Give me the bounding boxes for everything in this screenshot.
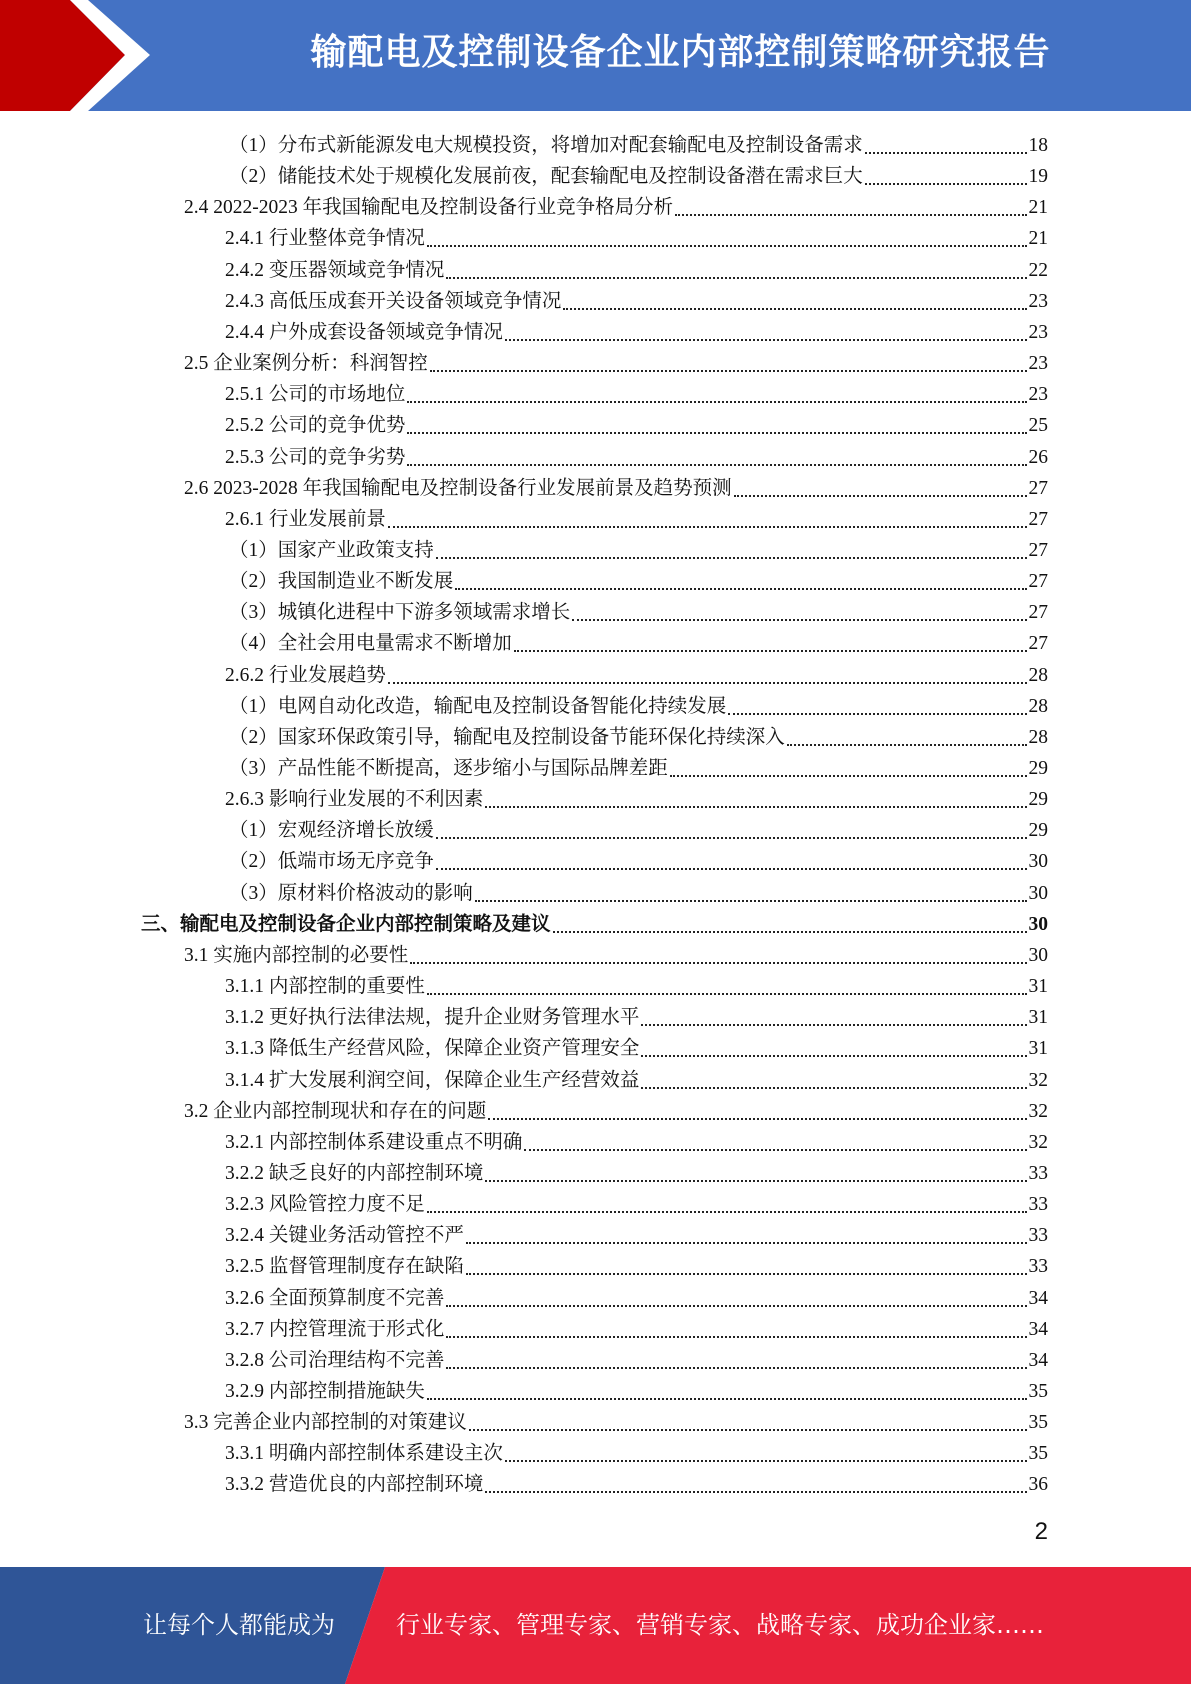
toc-entry-label: （1）分布式新能源发电大规模投资，将增加对配套输配电及控制设备需求	[229, 135, 863, 156]
toc-dot-leader	[675, 213, 1026, 216]
toc-dot-leader	[865, 182, 1027, 185]
toc-entry-page: 26	[1028, 446, 1048, 468]
toc-dot-leader	[410, 961, 1026, 964]
toc-entry[interactable]	[184, 937, 1048, 968]
toc-entry[interactable]	[229, 563, 1048, 594]
toc-dot-leader	[524, 1148, 1026, 1151]
page-header	[0, 0, 1191, 111]
toc-entry-page: 34	[1028, 1318, 1048, 1340]
toc-entry[interactable]	[225, 1124, 1048, 1155]
toc-entry-page: 29	[1028, 789, 1048, 811]
toc-entry-label: 2.5.2 公司的竞争优势	[225, 415, 406, 437]
toc-dot-leader	[641, 1054, 1026, 1057]
toc-entry-label: 3.2.9 内部控制措施缺失	[225, 1381, 425, 1402]
toc-entry-page: 34	[1028, 1349, 1048, 1371]
toc-entry[interactable]	[229, 750, 1048, 781]
toc-dot-leader	[475, 899, 1027, 902]
toc-entry-label: （1）电网自动化改造，输配电及控制设备智能化持续发展	[229, 695, 727, 717]
toc-entry-label: 3.3.1 明确内部控制体系建设主次	[225, 1443, 503, 1465]
toc-entry[interactable]	[225, 999, 1048, 1030]
toc-dot-leader	[466, 1272, 1027, 1275]
toc-dot-leader	[787, 743, 1027, 746]
toc-entry-page: 35	[1028, 1381, 1048, 1402]
toc-entry[interactable]	[225, 1280, 1048, 1311]
toc-entry-page: 29	[1028, 820, 1048, 842]
toc-dot-leader	[505, 1459, 1027, 1462]
toc-dot-leader	[455, 587, 1026, 590]
toc-entry[interactable]	[229, 594, 1048, 625]
toc-dot-leader	[641, 1023, 1026, 1026]
toc-dot-leader	[485, 1179, 1026, 1182]
toc-entry-label: 3.1.1 内部控制的重要性	[225, 976, 425, 998]
toc-entry-page: 30	[1028, 851, 1048, 873]
toc-entry[interactable]	[225, 1186, 1048, 1217]
header-chevron-decoration	[0, 0, 160, 111]
toc-entry[interactable]	[229, 158, 1048, 189]
toc-entry[interactable]	[225, 781, 1048, 812]
toc-entry-page: 30	[1028, 882, 1048, 904]
toc-dot-leader	[734, 494, 1027, 497]
toc-dot-leader	[388, 681, 1027, 684]
toc-entry[interactable]	[141, 906, 1048, 937]
footer-slogan-left: 让每个人都能成为	[143, 1611, 335, 1639]
toc-entry[interactable]	[184, 189, 1048, 220]
toc-entry-label: 3.2.4 关键业务活动管控不严	[225, 1225, 464, 1247]
toc-entry-page: 27	[1028, 508, 1048, 530]
toc-entry-page: 28	[1028, 726, 1048, 748]
toc-entry[interactable]	[229, 719, 1048, 750]
toc-entry-page: 30	[1028, 944, 1048, 966]
toc-entry-page: 31	[1028, 1007, 1048, 1029]
toc-entry[interactable]	[225, 376, 1048, 407]
toc-dot-leader	[427, 1397, 1027, 1400]
toc-dot-leader	[436, 836, 1027, 839]
toc-entry-label: 3.2 企业内部控制现状和存在的问题	[184, 1100, 487, 1122]
toc-dot-leader	[407, 431, 1026, 434]
toc-dot-leader	[446, 276, 1026, 279]
toc-dot-leader	[488, 1117, 1026, 1120]
toc-entry-page: 27	[1028, 633, 1048, 655]
toc-entry-label: （2）低端市场无序竞争	[229, 851, 434, 873]
toc-entry-label: 2.4 2022-2023 年我国输配电及控制设备行业竞争格局分析	[184, 197, 674, 219]
toc-entry-page: 22	[1028, 259, 1048, 281]
toc-entry-page: 33	[1028, 1194, 1048, 1216]
toc-entry-page: 29	[1028, 758, 1048, 779]
toc-entry[interactable]	[229, 688, 1048, 719]
toc-entry-page: 19	[1028, 166, 1048, 188]
toc-dot-leader	[572, 618, 1026, 621]
toc-entry[interactable]	[225, 1062, 1048, 1093]
toc-dot-leader	[446, 1366, 1026, 1369]
toc-entry[interactable]	[184, 1404, 1048, 1435]
toc-entry[interactable]	[225, 1373, 1048, 1404]
toc-entry-page: 23	[1028, 321, 1048, 343]
toc-dot-leader	[514, 649, 1027, 652]
toc-dot-leader	[553, 930, 1027, 933]
toc-dot-leader	[641, 1086, 1026, 1089]
toc-entry-page: 35	[1028, 1412, 1048, 1434]
toc-entry[interactable]	[225, 220, 1048, 251]
toc-entry[interactable]	[229, 843, 1048, 874]
toc-entry-page: 23	[1028, 384, 1048, 406]
toc-entry-label: 2.6.2 行业发展趋势	[225, 664, 386, 686]
toc-entry-label: （1）宏观经济增长放缓	[229, 820, 434, 842]
toc-entry-label: 3.1.2 更好执行法律法规，提升企业财务管理水平	[225, 1007, 640, 1029]
toc-entry-page: 28	[1028, 664, 1048, 686]
toc-entry-page: 23	[1028, 353, 1048, 375]
toc-entry-page: 27	[1028, 571, 1048, 593]
toc-entry-label: （3）城镇化进程中下游多领域需求增长	[229, 602, 571, 624]
toc-entry[interactable]	[225, 968, 1048, 999]
toc-entry[interactable]	[225, 252, 1048, 283]
toc-entry-label: 2.4.3 高低压成套开关设备领域竞争情况	[225, 290, 562, 312]
toc-entry-label: 3.2.6 全面预算制度不完善	[225, 1287, 445, 1309]
toc-entry[interactable]	[225, 1155, 1048, 1186]
toc-entry-label: 2.6 2023-2028 年我国输配电及控制设备行业发展前景及趋势预测	[184, 477, 732, 499]
toc-entry-page: 23	[1028, 290, 1048, 312]
toc-entry-page: 21	[1028, 197, 1048, 219]
toc-entry-label: 2.6.3 影响行业发展的不利因素	[225, 789, 484, 811]
toc-entry[interactable]	[225, 657, 1048, 688]
report-title: 输配电及控制设备企业内部控制策略研究报告	[310, 32, 1051, 73]
toc-entry[interactable]	[225, 407, 1048, 438]
toc-dot-leader	[436, 556, 1027, 559]
toc-entry-page: 32	[1028, 1131, 1048, 1153]
toc-entry[interactable]	[184, 470, 1048, 501]
toc-entry-label: 3.3.2 营造优良的内部控制环境	[225, 1474, 484, 1496]
toc-entry-label: 3.2.7 内控管理流于形式化	[225, 1318, 445, 1340]
toc-dot-leader	[865, 151, 1027, 154]
toc-dot-leader	[407, 463, 1026, 466]
toc-entry[interactable]	[225, 1311, 1048, 1342]
toc-entry-label: 2.5.1 公司的市场地位	[225, 384, 406, 406]
toc-dot-leader	[446, 1335, 1026, 1338]
toc-entry-label: 3.3 完善企业内部控制的对策建议	[184, 1412, 467, 1434]
toc-dot-leader	[563, 307, 1026, 310]
toc-dot-leader	[436, 867, 1027, 870]
toc-entry-page: 21	[1028, 228, 1048, 250]
toc-entry-label: 3.2.1 内部控制体系建设重点不明确	[225, 1131, 523, 1153]
toc-entry-page: 36	[1028, 1474, 1048, 1496]
toc-entry[interactable]	[225, 1248, 1048, 1279]
page-number: 2	[1034, 1518, 1048, 1545]
toc-entry-label: （3）原材料价格波动的影响	[229, 882, 473, 904]
toc-dot-leader	[430, 369, 1027, 372]
toc-dot-leader	[427, 1210, 1027, 1213]
toc-entry-label: 3.1.3 降低生产经营风险，保障企业资产管理安全	[225, 1038, 640, 1060]
toc-entry-page: 28	[1028, 695, 1048, 717]
toc-entry-label: （1）国家产业政策支持	[229, 539, 434, 561]
toc-entry[interactable]	[229, 875, 1048, 906]
footer-slogan-right: 行业专家、管理专家、营销专家、战略专家、成功企业家……	[396, 1611, 1044, 1639]
toc-dot-leader	[670, 774, 1027, 777]
toc-entry[interactable]	[225, 1466, 1048, 1497]
toc-entry[interactable]	[229, 625, 1048, 656]
toc-entry-page: 25	[1028, 415, 1048, 437]
toc-entry-label: （2）储能技术处于规模化发展前夜，配套输配电及控制设备潜在需求巨大	[229, 166, 863, 188]
toc-entry-page: 31	[1028, 976, 1048, 998]
toc-entry-label: 2.4.1 行业整体竞争情况	[225, 228, 425, 250]
toc-entry-page: 27	[1028, 539, 1048, 561]
toc-entry[interactable]	[225, 283, 1048, 314]
toc-entry[interactable]	[225, 439, 1048, 470]
toc-entry[interactable]	[229, 812, 1048, 843]
toc-dot-leader	[485, 1490, 1026, 1493]
toc-dot-leader	[388, 525, 1027, 528]
toc-entry[interactable]	[229, 127, 1048, 158]
toc-dot-leader	[466, 1241, 1027, 1244]
toc-entry-page: 32	[1028, 1069, 1048, 1091]
toc-entry-page: 34	[1028, 1287, 1048, 1309]
toc-entry[interactable]	[184, 345, 1048, 376]
toc-dot-leader	[469, 1428, 1027, 1431]
toc-entry[interactable]	[225, 314, 1048, 345]
toc-entry[interactable]	[229, 532, 1048, 563]
toc-entry[interactable]	[225, 501, 1048, 532]
toc-entry-label: 三、输配电及控制设备企业内部控制策略及建议	[141, 913, 551, 935]
toc-dot-leader	[407, 400, 1026, 403]
toc-entry-page: 27	[1028, 477, 1048, 499]
toc-entry-page: 32	[1028, 1100, 1048, 1122]
toc-entry[interactable]	[225, 1030, 1048, 1061]
toc-entry-label: 2.5 企业案例分析：科润智控	[184, 353, 428, 375]
toc-entry-label: 2.4.2 变压器领域竞争情况	[225, 259, 445, 281]
toc-entry-label: （2）国家环保政策引导，输配电及控制设备节能环保化持续深入	[229, 726, 785, 748]
toc-dot-leader	[505, 338, 1027, 341]
toc-entry-page: 18	[1028, 135, 1048, 156]
toc-entry-label: 3.1.4 扩大发展利润空间，保障企业生产经营效益	[225, 1069, 640, 1091]
toc-entry-page: 27	[1028, 602, 1048, 624]
toc-entry[interactable]	[225, 1435, 1048, 1466]
toc-entry-page: 35	[1028, 1443, 1048, 1465]
toc-dot-leader	[427, 992, 1027, 995]
toc-entry-label: 3.2.5 监督管理制度存在缺陷	[225, 1256, 464, 1278]
toc-entry[interactable]	[184, 1093, 1048, 1124]
toc-dot-leader	[446, 1304, 1026, 1307]
toc-entry-page: 30	[1028, 913, 1048, 935]
toc-entry[interactable]	[225, 1217, 1048, 1248]
toc-entry-label: 2.6.1 行业发展前景	[225, 508, 386, 530]
toc-entry-label: 2.4.4 户外成套设备领域竞争情况	[225, 321, 503, 343]
toc-entry-label: （2）我国制造业不断发展	[229, 571, 454, 593]
toc-entry-page: 33	[1028, 1225, 1048, 1247]
toc-entry-page: 31	[1028, 1038, 1048, 1060]
toc-entry-label: 2.5.3 公司的竞争劣势	[225, 446, 406, 468]
toc-entry-label: 3.1 实施内部控制的必要性	[184, 944, 409, 966]
toc-dot-leader	[427, 244, 1027, 247]
toc-dot-leader	[485, 805, 1026, 808]
toc-entry-label: 3.2.3 风险管控力度不足	[225, 1194, 425, 1216]
toc-entry-page: 33	[1028, 1162, 1048, 1184]
toc-entry[interactable]	[225, 1342, 1048, 1373]
toc-entry-page: 33	[1028, 1256, 1048, 1278]
toc-entry-label: （3）产品性能不断提高，逐步缩小与国际品牌差距	[229, 758, 668, 779]
toc-entry-label: 3.2.8 公司治理结构不完善	[225, 1349, 445, 1371]
toc-entry-label: 3.2.2 缺乏良好的内部控制环境	[225, 1162, 484, 1184]
toc-dot-leader	[728, 712, 1026, 715]
page-footer	[0, 1567, 1191, 1684]
toc-entry-label: （4）全社会用电量需求不断增加	[229, 633, 512, 655]
